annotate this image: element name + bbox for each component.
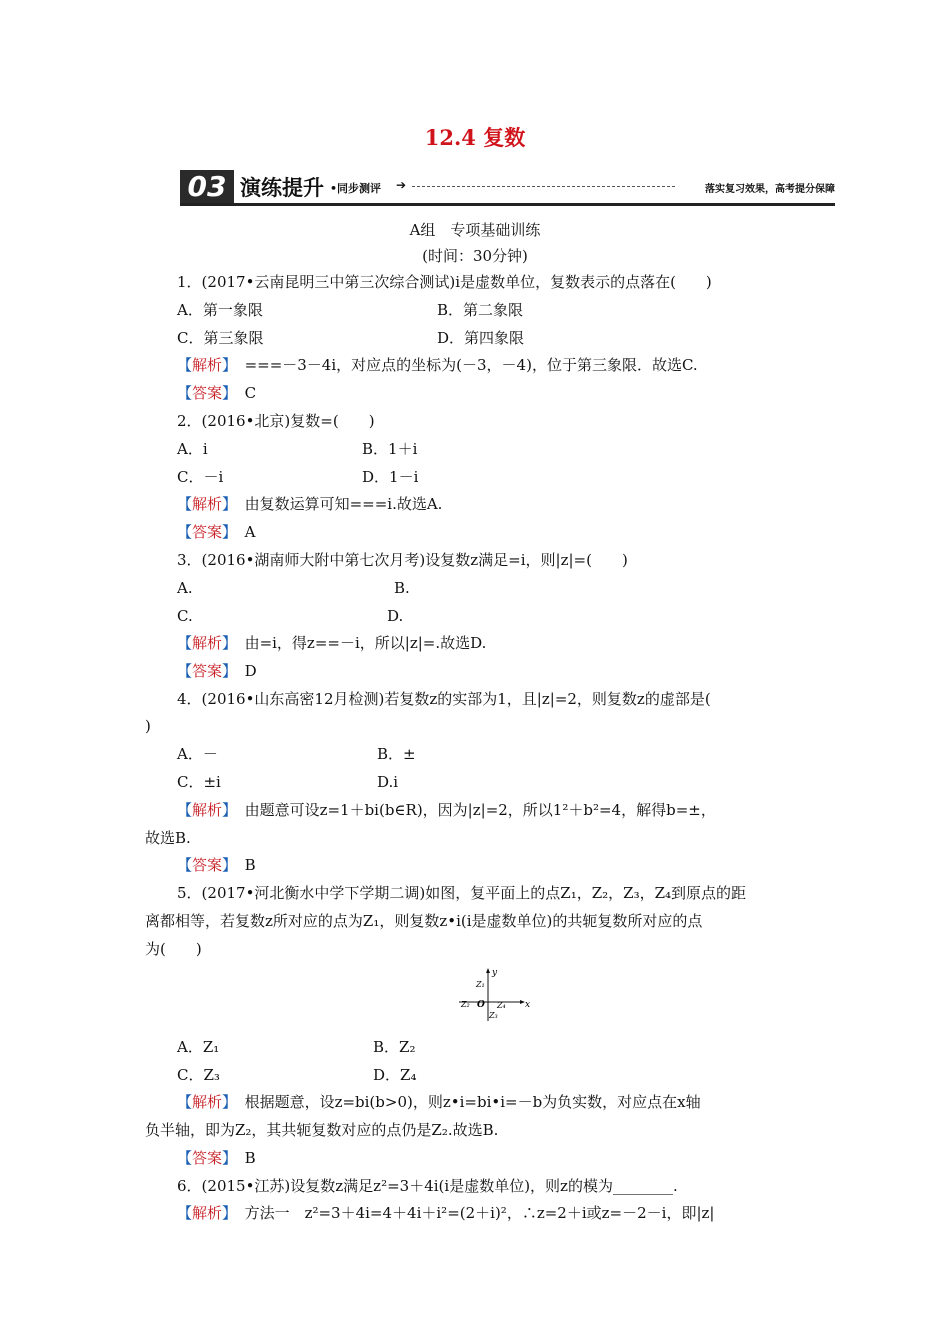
q5-option-b: B．Z₂ (373, 1038, 416, 1056)
q5-option-d: D．Z₄ (373, 1066, 417, 1084)
q4-option-d: D.i (377, 773, 399, 791)
page-title: 12.4 复数 (424, 125, 526, 150)
q1-option-b: B．第二象限 (437, 301, 524, 319)
q1-option-a: A．第一象限 (177, 301, 263, 319)
q5-stem-cont2: 为( ) (145, 940, 202, 958)
q4-analysis: 【解析】 由题意可设z=1＋bi(b∈R)，因为|z|=2，所以1²＋b²=4，解得b=±， (177, 801, 716, 819)
q3-analysis: 【解析】 由=i，得z==－i，所以|z|=.故选D. (177, 634, 487, 652)
q1-analysis: 【解析】 ===－3－4i，对应点的坐标为(－3，－4)，位于第三象限．故选C. (177, 356, 698, 374)
point-z4-label: Z₄ (497, 1001, 506, 1010)
q3-stem: 3．(2016•湖南师大附中第七次月考)设复数z满足=i，则|z|=( ) (177, 551, 628, 569)
arrow-icon: ➔ (396, 178, 407, 192)
banner-heading: 演练提升 (240, 176, 324, 200)
q4-option-a: A．－ (177, 745, 218, 763)
x-label: x (525, 1000, 530, 1010)
q4-answer: 【答案】 B (177, 856, 256, 874)
q1-stem: 1．(2017•云南昆明三中第三次综合测试)i是虚数单位，复数表示的点落在( ) (177, 273, 712, 291)
q6-analysis: 【解析】 方法一 z²=3＋4i=4＋4i＋i²=(2＋i)²，∴z=2＋i或z=－2－i，即|z| (177, 1204, 715, 1222)
banner-rule (180, 203, 835, 206)
group-heading: A组 专项基础训练 (409, 221, 541, 239)
q5-answer: 【答案】 B (177, 1149, 256, 1167)
q1-option-c: C．第三象限 (177, 329, 264, 347)
q2-option-c: C．－i (177, 468, 224, 486)
banner-number: 03 (180, 170, 234, 204)
time-limit: (时间：30分钟) (422, 247, 528, 265)
q5-stem: 5．(2017•河北衡水中学下学期二调)如图，复平面上的点Z₁，Z₂，Z₃，Z₄到原点的距 (177, 884, 747, 902)
y-axis-arrow-icon (486, 968, 490, 973)
q4-option-c: C．±i (177, 773, 221, 791)
q1-answer: 【答案】 C (177, 384, 257, 402)
section-banner (180, 170, 835, 206)
q5-stem-cont: 离都相等，若复数z所对应的点为Z₁，则复数z•i(i是虚数单位)的共轭复数所对应的点 (145, 912, 703, 930)
point-z1-label: Z₁ (476, 980, 485, 989)
complex-plane-figure (455, 965, 530, 1025)
q1-option-d: D．第四象限 (437, 329, 525, 347)
origin-label: O (477, 1000, 485, 1010)
q3-answer: 【答案】 D (177, 662, 257, 680)
q6-stem: 6．(2015•江苏)设复数z满足z²=3＋4i(i是虚数单位)，则z的模为________. (177, 1177, 678, 1195)
q4-option-b: B．± (377, 745, 416, 763)
q2-stem: 2．(2016•北京)复数=( ) (177, 412, 375, 430)
banner-dashed-line (412, 186, 675, 187)
q5-analysis-cont: 负半轴，即为Z₂，其共轭复数对应的点仍是Z₂.故选B. (145, 1121, 499, 1139)
point-z2-label: Z₂ (461, 1000, 470, 1009)
q5-option-c: C．Z₃ (177, 1066, 220, 1084)
q3-option-a: A. (177, 579, 193, 597)
q2-option-b: B．1＋i (362, 440, 418, 458)
banner-subheading: •同步测评 (330, 182, 382, 195)
point-z3-label: Z₃ (489, 1011, 498, 1020)
q3-option-d: D. (387, 607, 404, 625)
q2-analysis: 【解析】 由复数运算可知===i.故选A. (177, 495, 443, 513)
q2-answer: 【答案】 A (177, 523, 256, 541)
banner-slogan: 落实复习效果，高考提分保障 (705, 184, 835, 195)
q3-option-b: B. (394, 579, 410, 597)
q5-option-a: A．Z₁ (177, 1038, 220, 1056)
q3-option-c: C. (177, 607, 193, 625)
q4-stem-cont: ) (145, 717, 151, 735)
q4-stem: 4．(2016•山东高密12月检测)若复数z的实部为1，且|z|=2，则复数z的虚部是( (177, 690, 711, 708)
q5-analysis: 【解析】 根据题意，设z=bi(b>0)，则z•i=bi•i=－b为负实数，对应点在x轴 (177, 1093, 701, 1111)
q4-analysis-cont: 故选B. (145, 829, 191, 847)
y-label: y (492, 968, 498, 978)
q2-option-a: A．i (177, 440, 208, 458)
q2-option-d: D．1－i (362, 468, 419, 486)
